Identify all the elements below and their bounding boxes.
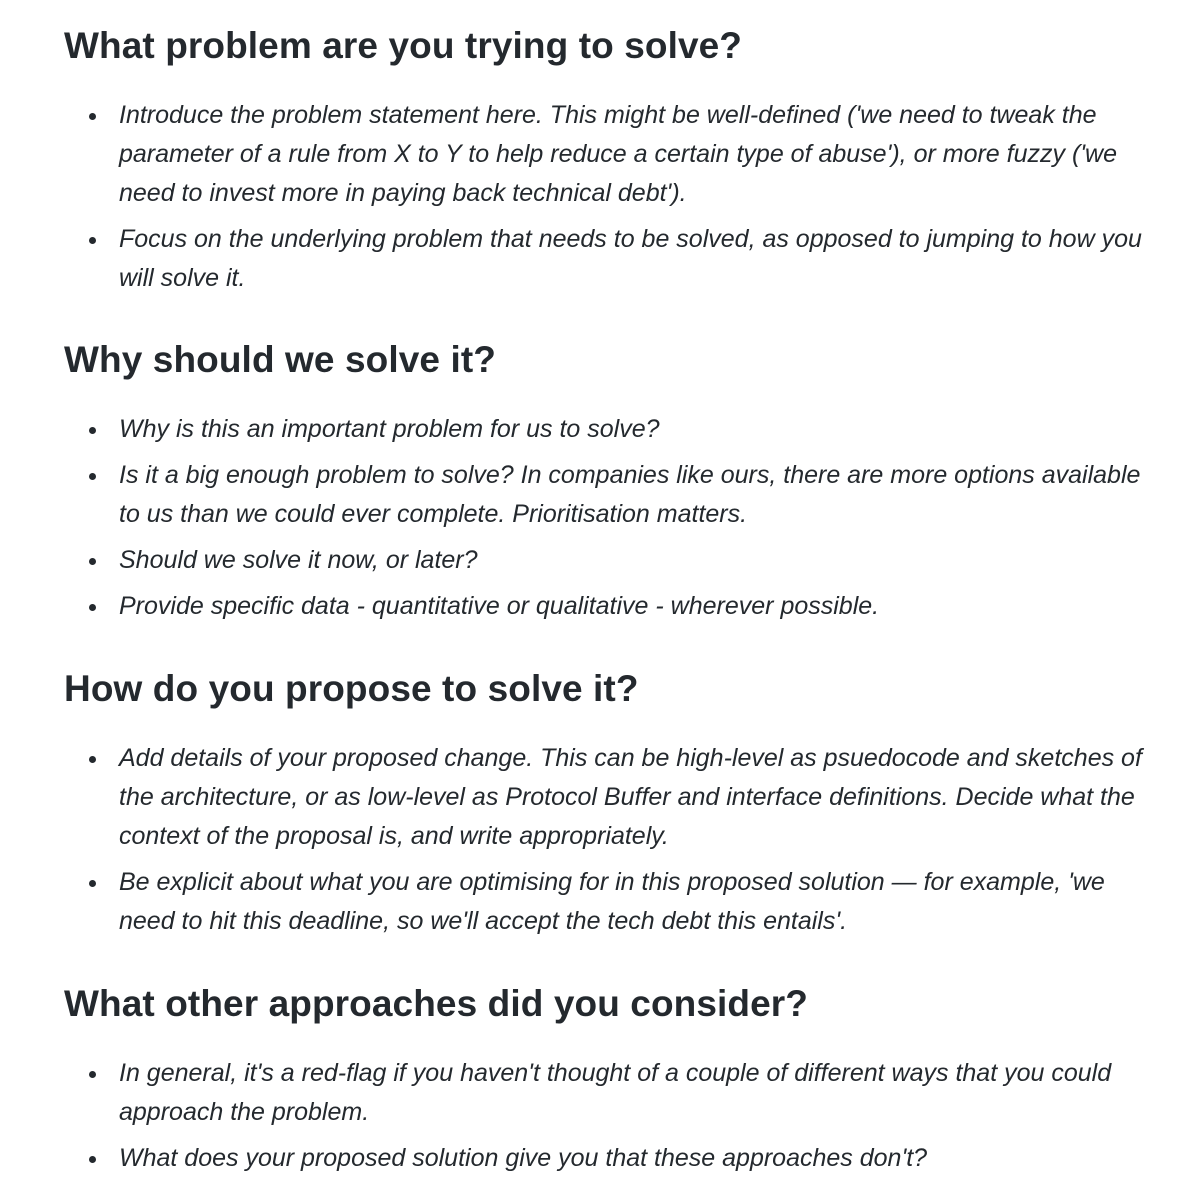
list-item: Be explicit about what you are optimising for in this proposed solution — for example, 'we need to hit this deadline, so we'll accept the tech debt this entails'. — [64, 863, 1160, 941]
list-item: Is it a big enough problem to solve? In companies like ours, there are more options available to us than we could ever complete. Prioritisation matters. — [64, 456, 1160, 534]
bullet-list — [64, 410, 1160, 626]
section-heading: What other approaches did you consider? — [64, 983, 808, 1024]
section-heading: How do you propose to solve it? — [64, 668, 639, 709]
list-item: Provide specific data - quantitative or qualitative - wherever possible. — [64, 587, 1160, 626]
section-problem — [64, 24, 1160, 298]
section-why — [64, 338, 1160, 626]
bullet-list — [64, 96, 1160, 298]
section-how — [64, 667, 1160, 941]
section-heading: Why should we solve it? — [64, 339, 496, 380]
list-item: Introduce the problem statement here. This might be well-defined ('we need to tweak the parameter of a rule from X to Y to help reduce a certain type of abuse'), or more fuzzy ('we need to invest more in paying back technical debt'). — [64, 96, 1160, 213]
bullet-list — [64, 739, 1160, 941]
list-item: Should we solve it now, or later? — [64, 541, 1160, 580]
bullet-list — [64, 1054, 1160, 1178]
section-heading: What problem are you trying to solve? — [64, 25, 743, 66]
list-item: Why is this an important problem for us to solve? — [64, 410, 1160, 449]
section-alternatives — [64, 982, 1160, 1178]
list-item: Focus on the underlying problem that needs to be solved, as opposed to jumping to how you will solve it. — [64, 220, 1160, 298]
list-item: What does your proposed solution give you that these approaches don't? — [64, 1139, 1160, 1178]
list-item: In general, it's a red-flag if you haven't thought of a couple of different ways that you could approach the problem. — [64, 1054, 1160, 1132]
list-item: Add details of your proposed change. This can be high-level as psuedocode and sketches of the architecture, or as low-level as Protocol Buffer and interface definitions. Decide what the context of the proposal is, and write appropriately. — [64, 739, 1160, 856]
